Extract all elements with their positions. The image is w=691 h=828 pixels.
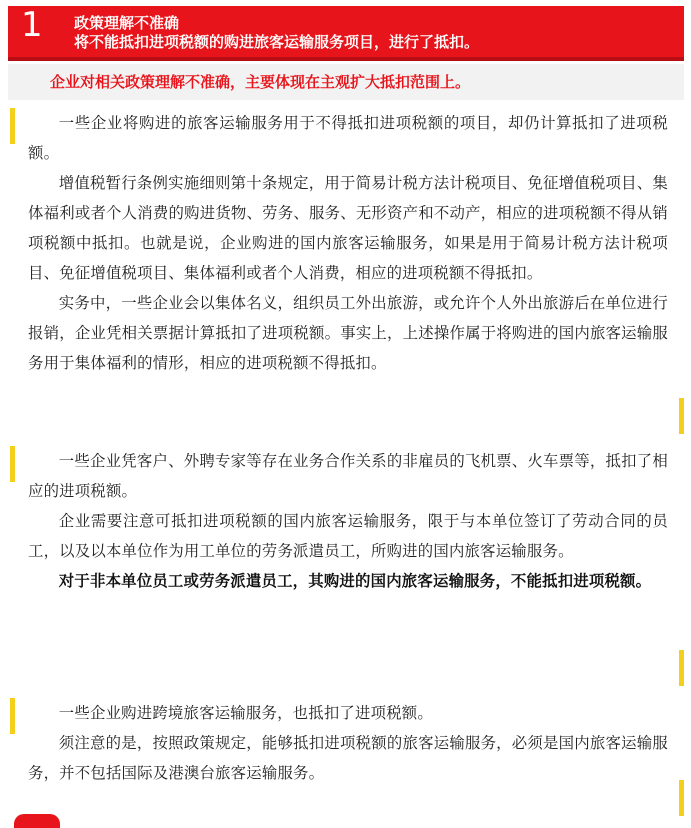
paragraph: 一些企业购进跨境旅客运输服务，也抵扣了进项税额。 bbox=[58, 704, 433, 722]
right-accent-bar bbox=[679, 650, 684, 686]
section-number: 1 bbox=[21, 5, 43, 45]
paragraph: 一些企业凭客户、外聘专家等存在业务合作关系的非雇员的飞机票、火车票等，抵扣了相应的进项税额。 bbox=[28, 452, 668, 500]
intro-text: 企业对相关政策理解不准确，主要体现在主观扩大抵扣范围上。 bbox=[50, 73, 471, 91]
paragraph: 须注意的是，按照政策规定，能够抵扣进项税额的旅客运输服务，必须是国内旅客运输服务，并不包括国际及港澳台旅客运输服务。 bbox=[28, 734, 668, 782]
paragraph: 企业需要注意可抵扣进项税额的国内旅客运输服务，限于与本单位签订了劳动合同的员工，以及以本单位作为用工单位的劳务派遣员工，所购进的国内旅客运输服务。 bbox=[28, 512, 668, 560]
paragraph: 一些企业将购进的旅客运输服务用于不得抵扣进项税额的项目，却仍计算抵扣了进项税额。 bbox=[28, 114, 668, 162]
paragraph-emphasis: 对于非本单位员工或劳务派遣员工，其购进的国内旅客运输服务，不能抵扣进项税额。 bbox=[58, 572, 652, 590]
intro-strip bbox=[8, 64, 684, 100]
section-header-banner bbox=[8, 6, 684, 61]
right-accent-bar bbox=[679, 780, 684, 816]
section-header-text bbox=[74, 14, 479, 52]
section-subtitle: 将不能抵扣进项税额的购进旅客运输服务项目，进行了抵扣。 bbox=[74, 33, 480, 51]
content-section bbox=[28, 698, 668, 788]
left-accent-bar bbox=[10, 108, 15, 144]
content-section bbox=[28, 108, 668, 378]
left-accent-bar bbox=[10, 446, 15, 482]
right-accent-bar bbox=[679, 398, 684, 434]
paragraph: 增值税暂行条例实施细则第十条规定，用于简易计税方法计税项目、免征增值税项目、集体福利或者个人消费的购进货物、劳务、服务、无形资产和不动产，相应的进项税额不得从销项税额中抵扣。也就是说，企业购进的国内旅客运输服务，如果是用于简易计税方法计税项目、免征增值税项目、集体福利或者个人消费，相应的进项税额不得抵扣。 bbox=[28, 174, 668, 282]
next-section-badge bbox=[14, 814, 60, 828]
section-title: 政策理解不准确 bbox=[74, 14, 180, 32]
left-accent-bar bbox=[10, 698, 15, 734]
paragraph: 实务中，一些企业会以集体名义，组织员工外出旅游，或允许个人外出旅游后在单位进行报销，企业凭相关票据计算抵扣了进项税额。事实上，上述操作属于将购进的国内旅客运输服务用于集体福利的情形，相应的进项税额不得抵扣。 bbox=[28, 294, 668, 372]
content-section bbox=[28, 446, 668, 596]
